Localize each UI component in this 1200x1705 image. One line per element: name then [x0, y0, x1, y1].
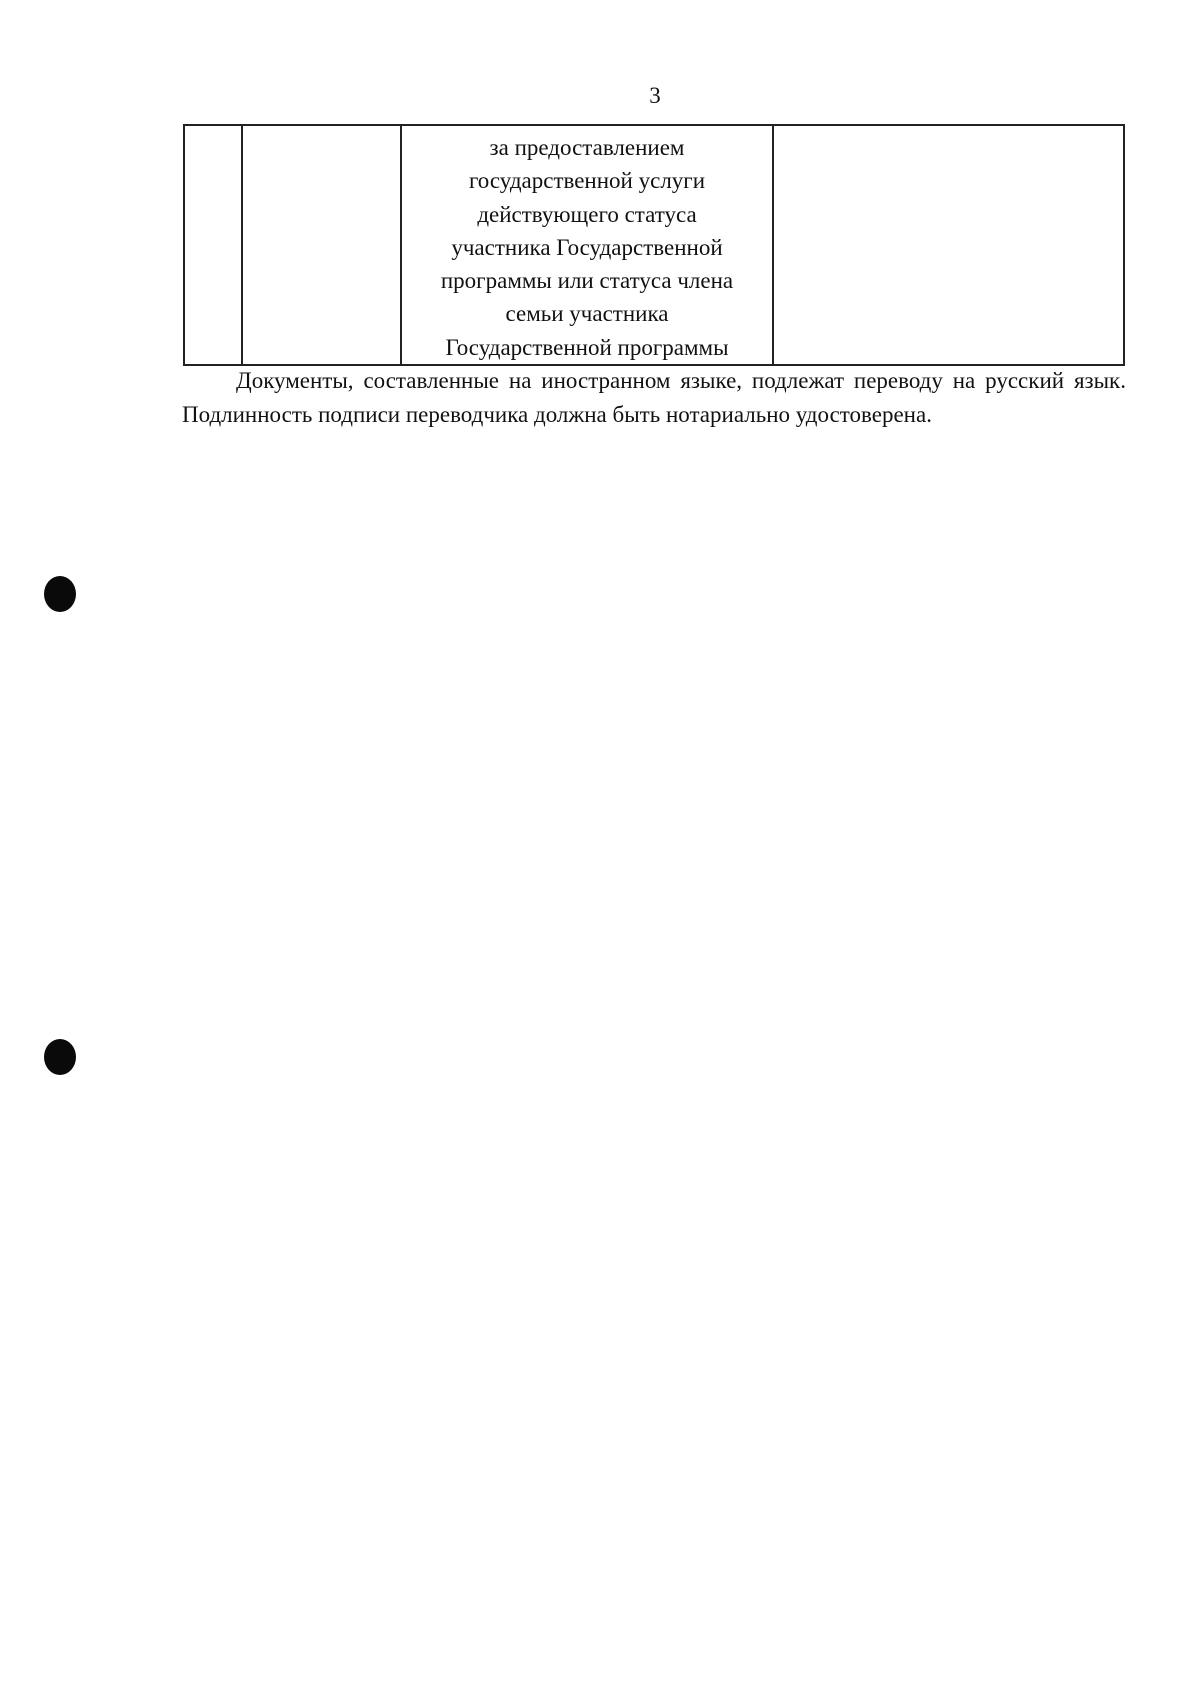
- cell-line: Государственной программы: [445, 334, 729, 360]
- cell-line: участника Государственной: [451, 234, 723, 260]
- table-row: [184, 125, 1124, 365]
- cell-line: программы или статуса члена: [440, 268, 734, 294]
- table-cell-text: [402, 126, 772, 364]
- cell-line: государственной услуги: [468, 168, 706, 194]
- body-paragraph: Документы, составленные на иностранном языке, подлежат переводу на русский язык. Подлинность подписи переводчика должна быть нотариально удостоверена.: [182, 368, 1126, 427]
- page-number: 3: [649, 83, 661, 108]
- punch-hole: [44, 576, 76, 612]
- table-cell-4: [773, 125, 1124, 365]
- punch-hole: [44, 1039, 76, 1075]
- table-cell-1: [184, 125, 242, 365]
- cell-line: семьи участника: [505, 301, 669, 327]
- requirements-table: [183, 124, 1125, 366]
- cell-line: за предоставлением: [489, 135, 685, 160]
- cell-line: действующего статуса: [477, 201, 697, 227]
- table-cell-3: [401, 125, 773, 365]
- table-cell-2: [242, 125, 401, 365]
